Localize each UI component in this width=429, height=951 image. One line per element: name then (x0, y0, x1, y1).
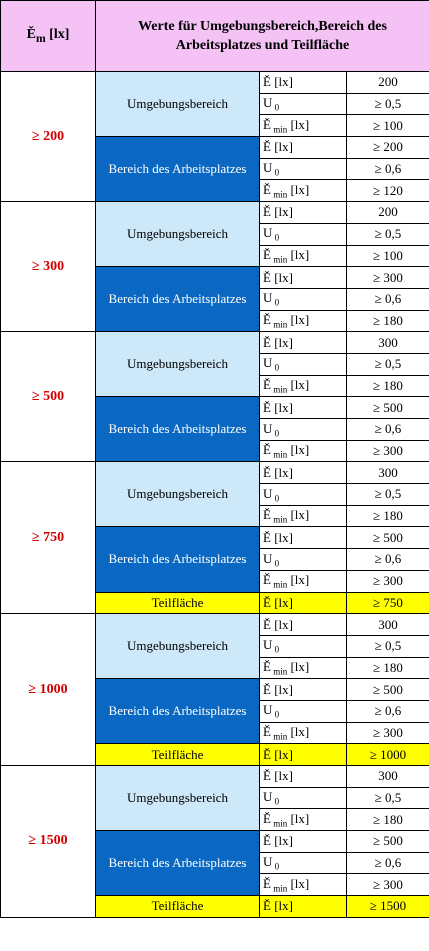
param-label-part: 0 (272, 167, 280, 178)
values-column-header: Werte für Umgebungsbereich,Bereich des Arbeitsplatzes und Teilfläche (96, 1, 429, 72)
param-label-part: min (270, 514, 288, 525)
param-label-part: [lx] (287, 724, 310, 740)
param-label-part: Ě (263, 334, 271, 350)
param-label-part: [lx] (287, 572, 310, 588)
param-u0 (260, 288, 347, 310)
area-label-surround: Umgebungsbereich (96, 462, 260, 527)
param-emin (260, 722, 347, 744)
value-cell: 300 (347, 766, 429, 788)
param-label-part: [lx] (287, 181, 310, 197)
param-label-part: Ě (263, 810, 271, 826)
param-label-part: [lx] (270, 594, 293, 610)
table-row (1, 462, 429, 484)
param-e (260, 896, 347, 918)
param-u0 (260, 223, 347, 245)
param-label-part: Ě (263, 464, 271, 480)
param-label-part: 0 (272, 861, 280, 872)
table-header-row (1, 1, 429, 72)
param-label-part: [lx] (270, 334, 293, 350)
param-e (260, 744, 347, 766)
value-cell: ≥ 750 (347, 592, 429, 614)
param-label-part: Ě (263, 139, 271, 155)
param-emin (260, 180, 347, 202)
param-emin (260, 115, 347, 137)
param-label-part: U (263, 789, 273, 805)
table-row (1, 766, 429, 788)
param-label-part: U (263, 160, 273, 176)
param-u0 (260, 700, 347, 722)
value-cell: ≥ 180 (347, 375, 429, 397)
param-label-part: U (263, 854, 273, 870)
value-cell: ≥ 0,5 (347, 635, 429, 657)
param-label-part: 0 (272, 558, 280, 569)
value-cell: ≥ 0,6 (347, 419, 429, 441)
area-label-part: Teilfläche (96, 744, 260, 766)
param-label-part: min (270, 579, 288, 590)
param-emin (260, 570, 347, 592)
area-label-work: Bereich des Arbeitsplatzes (96, 679, 260, 744)
value-cell: ≥ 0,6 (347, 852, 429, 874)
param-e (260, 766, 347, 788)
param-label-part: min (270, 818, 288, 829)
param-label-part: [lx] (270, 399, 293, 415)
param-label-part: min (270, 883, 288, 894)
param-label-part: [lx] (270, 269, 293, 285)
area-label-surround: Umgebungsbereich (96, 72, 260, 137)
param-label-part: [lx] (287, 507, 310, 523)
value-cell: ≥ 120 (347, 180, 429, 202)
param-label-part: [lx] (270, 746, 293, 762)
param-label-part: Ě (263, 659, 271, 675)
param-label-part: Ě (263, 312, 271, 328)
area-label-work: Bereich des Arbeitsplatzes (96, 831, 260, 896)
em-value: ≥ 500 (1, 332, 96, 462)
param-label-part: Ě (263, 399, 271, 415)
param-label-part: Ě (263, 898, 271, 914)
param-label-part: U (263, 702, 273, 718)
param-emin (260, 310, 347, 332)
value-cell: ≥ 0,6 (347, 158, 429, 180)
param-label-part: min (270, 731, 288, 742)
table-row (1, 614, 429, 636)
param-label-part: [lx] (287, 810, 310, 826)
area-label-part: Teilfläche (96, 896, 260, 918)
param-label-part: Ě (263, 247, 271, 263)
param-label-part: 0 (272, 493, 280, 504)
param-label-part: min (270, 666, 288, 677)
em-symbol: Ě (26, 26, 36, 42)
value-cell: ≥ 0,5 (347, 223, 429, 245)
param-label-part: Ě (263, 507, 271, 523)
value-cell: ≥ 1000 (347, 744, 429, 766)
param-label-part: [lx] (287, 659, 310, 675)
value-cell: ≥ 500 (347, 679, 429, 701)
area-label-work: Bereich des Arbeitsplatzes (96, 397, 260, 462)
param-label-part: min (270, 449, 288, 460)
param-u0 (260, 852, 347, 874)
param-e (260, 137, 347, 159)
value-cell: ≥ 300 (347, 267, 429, 289)
param-label-part: min (270, 384, 288, 395)
param-u0 (260, 158, 347, 180)
em-value: ≥ 1500 (1, 766, 96, 918)
value-cell: ≥ 500 (347, 527, 429, 549)
param-u0 (260, 787, 347, 809)
param-label-part: Ě (263, 833, 271, 849)
param-emin (260, 375, 347, 397)
param-label-part: U (263, 550, 273, 566)
param-label-part: [lx] (287, 312, 310, 328)
value-cell: ≥ 200 (347, 137, 429, 159)
param-label-part: 0 (272, 645, 280, 656)
param-label-part: Ě (263, 768, 271, 784)
param-e (260, 332, 347, 354)
param-label-part: min (270, 254, 288, 265)
table-row (1, 332, 429, 354)
table-body (1, 72, 429, 918)
area-label-surround: Umgebungsbereich (96, 614, 260, 679)
value-cell: ≥ 0,6 (347, 700, 429, 722)
value-cell: 300 (347, 614, 429, 636)
param-u0 (260, 93, 347, 115)
param-e (260, 679, 347, 701)
value-cell: ≥ 0,6 (347, 288, 429, 310)
param-u0 (260, 549, 347, 571)
param-u0 (260, 484, 347, 506)
value-cell: ≥ 300 (347, 570, 429, 592)
param-label-part: Ě (263, 572, 271, 588)
param-label-part: min (270, 189, 288, 200)
value-cell: 300 (347, 332, 429, 354)
area-label-work: Bereich des Arbeitsplatzes (96, 267, 260, 332)
param-label-part: 0 (272, 428, 280, 439)
param-e (260, 592, 347, 614)
param-label-part: 0 (272, 102, 280, 113)
em-column-header (1, 1, 96, 72)
param-emin (260, 440, 347, 462)
param-label-part: [lx] (270, 464, 293, 480)
param-label-part: U (263, 355, 273, 371)
param-label-part: [lx] (270, 139, 293, 155)
param-label-part: U (263, 95, 273, 111)
value-cell: ≥ 300 (347, 874, 429, 896)
param-label-part: [lx] (270, 616, 293, 632)
param-emin (260, 809, 347, 831)
param-label-part: Ě (263, 681, 271, 697)
param-label-part: [lx] (287, 116, 310, 132)
param-label-part: U (263, 290, 273, 306)
em-value: ≥ 300 (1, 202, 96, 332)
param-label-part: Ě (263, 875, 271, 891)
area-label-work: Bereich des Arbeitsplatzes (96, 137, 260, 202)
param-label-part: 0 (272, 232, 280, 243)
param-e (260, 614, 347, 636)
param-e (260, 831, 347, 853)
value-cell: 200 (347, 202, 429, 224)
area-label-part: Teilfläche (96, 592, 260, 614)
em-unit: [lx] (45, 26, 70, 42)
param-label-part: [lx] (270, 74, 293, 90)
param-label-part: Ě (263, 204, 271, 220)
value-cell: ≥ 180 (347, 809, 429, 831)
area-label-surround: Umgebungsbereich (96, 766, 260, 831)
param-label-part: 0 (272, 298, 280, 309)
value-cell: ≥ 0,5 (347, 353, 429, 375)
param-u0 (260, 353, 347, 375)
param-label-part: [lx] (270, 833, 293, 849)
em-subscript: m (35, 31, 46, 45)
value-cell: ≥ 300 (347, 440, 429, 462)
area-label-surround: Umgebungsbereich (96, 332, 260, 397)
value-cell: ≥ 100 (347, 245, 429, 267)
param-label-part: Ě (263, 116, 271, 132)
param-emin (260, 657, 347, 679)
table-row (1, 202, 429, 224)
value-cell: ≥ 500 (347, 831, 429, 853)
param-label-part: [lx] (270, 204, 293, 220)
value-cell: ≥ 500 (347, 397, 429, 419)
value-cell: ≥ 0,5 (347, 93, 429, 115)
value-cell: ≥ 180 (347, 657, 429, 679)
param-label-part: [lx] (270, 898, 293, 914)
value-cell: ≥ 0,5 (347, 484, 429, 506)
param-e (260, 397, 347, 419)
param-label-part: Ě (263, 377, 271, 393)
param-label-part: min (270, 319, 288, 330)
param-label-part: [lx] (270, 681, 293, 697)
param-label-part: Ě (263, 616, 271, 632)
param-u0 (260, 419, 347, 441)
value-cell: ≥ 0,5 (347, 787, 429, 809)
param-label-part: Ě (263, 724, 271, 740)
value-cell: ≥ 100 (347, 115, 429, 137)
em-value: ≥ 1000 (1, 614, 96, 766)
param-label-part: Ě (263, 181, 271, 197)
value-cell: ≥ 0,6 (347, 549, 429, 571)
area-label-surround: Umgebungsbereich (96, 202, 260, 267)
param-label-part: [lx] (270, 768, 293, 784)
param-label-part: U (263, 637, 273, 653)
value-cell: ≥ 300 (347, 722, 429, 744)
param-label-part: [lx] (287, 377, 310, 393)
value-cell: 300 (347, 462, 429, 484)
value-cell: ≥ 180 (347, 310, 429, 332)
param-u0 (260, 635, 347, 657)
param-label-part: Ě (263, 746, 271, 762)
em-value: ≥ 200 (1, 72, 96, 202)
param-label-part: [lx] (287, 442, 310, 458)
param-label-part: Ě (263, 442, 271, 458)
param-e (260, 462, 347, 484)
param-label-part: [lx] (270, 529, 293, 545)
param-e (260, 267, 347, 289)
param-label-part: 0 (272, 710, 280, 721)
param-e (260, 202, 347, 224)
param-label-part: Ě (263, 594, 271, 610)
param-label-part: [lx] (287, 247, 310, 263)
param-label-part: 0 (272, 796, 280, 807)
param-e (260, 527, 347, 549)
param-e (260, 72, 347, 94)
value-cell: ≥ 1500 (347, 896, 429, 918)
param-label-part: [lx] (287, 875, 310, 891)
value-cell: ≥ 180 (347, 505, 429, 527)
param-emin (260, 245, 347, 267)
param-label-part: U (263, 420, 273, 436)
em-value: ≥ 750 (1, 462, 96, 614)
param-label-part: Ě (263, 529, 271, 545)
param-emin (260, 505, 347, 527)
param-label-part: Ě (263, 269, 271, 285)
param-label-part: Ě (263, 74, 271, 90)
param-label-part: min (270, 124, 288, 135)
param-label-part: 0 (272, 363, 280, 374)
table-row (1, 72, 429, 94)
param-emin (260, 874, 347, 896)
value-cell: 200 (347, 72, 429, 94)
param-label-part: U (263, 485, 273, 501)
area-label-work: Bereich des Arbeitsplatzes (96, 527, 260, 592)
param-label-part: U (263, 225, 273, 241)
